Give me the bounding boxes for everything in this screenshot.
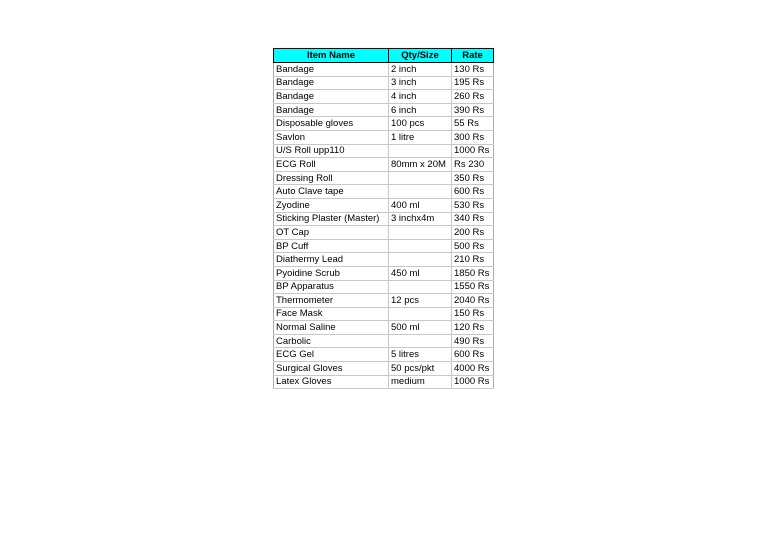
cell-qty-size: 500 ml bbox=[389, 321, 452, 335]
cell-qty-size: 3 inch bbox=[389, 76, 452, 90]
cell-item-name: Thermometer bbox=[274, 294, 389, 308]
header-row bbox=[274, 49, 494, 63]
cell-rate: 300 Rs bbox=[452, 130, 494, 144]
cell-qty-size: 2 inch bbox=[389, 63, 452, 77]
cell-item-name: Bandage bbox=[274, 90, 389, 104]
table-row bbox=[274, 158, 494, 172]
table-row bbox=[274, 117, 494, 131]
cell-rate: 500 Rs bbox=[452, 239, 494, 253]
table-row bbox=[274, 294, 494, 308]
cell-qty-size: 50 pcs/pkt bbox=[389, 362, 452, 376]
cell-item-name: Pyoidine Scrub bbox=[274, 266, 389, 280]
cell-rate: 600 Rs bbox=[452, 348, 494, 362]
cell-item-name: Latex Gloves bbox=[274, 375, 389, 389]
cell-rate: 1000 Rs bbox=[452, 144, 494, 158]
table-body bbox=[274, 63, 494, 389]
cell-qty-size: 4 inch bbox=[389, 90, 452, 104]
cell-item-name: BP Apparatus bbox=[274, 280, 389, 294]
cell-rate: 1850 Rs bbox=[452, 266, 494, 280]
cell-rate: 150 Rs bbox=[452, 307, 494, 321]
table-row bbox=[274, 362, 494, 376]
header-item-name: Item Name bbox=[274, 49, 389, 63]
cell-item-name: Bandage bbox=[274, 76, 389, 90]
cell-qty-size: 1 litre bbox=[389, 130, 452, 144]
cell-item-name: Carbolic bbox=[274, 334, 389, 348]
cell-qty-size: medium bbox=[389, 375, 452, 389]
cell-rate: 195 Rs bbox=[452, 76, 494, 90]
cell-qty-size bbox=[389, 239, 452, 253]
cell-item-name: Bandage bbox=[274, 63, 389, 77]
table-row bbox=[274, 198, 494, 212]
table-row bbox=[274, 334, 494, 348]
table-row bbox=[274, 253, 494, 267]
table-row bbox=[274, 130, 494, 144]
table-row bbox=[274, 212, 494, 226]
cell-qty-size: 12 pcs bbox=[389, 294, 452, 308]
table-row bbox=[274, 375, 494, 389]
table-row bbox=[274, 307, 494, 321]
cell-qty-size: 450 ml bbox=[389, 266, 452, 280]
cell-qty-size: 100 pcs bbox=[389, 117, 452, 131]
table-row bbox=[274, 226, 494, 240]
cell-item-name: Face Mask bbox=[274, 307, 389, 321]
cell-item-name: Diathermy Lead bbox=[274, 253, 389, 267]
price-table bbox=[273, 48, 494, 389]
header-qty-size: Qty/Size bbox=[389, 49, 452, 63]
table-row bbox=[274, 185, 494, 199]
cell-qty-size: 6 inch bbox=[389, 103, 452, 117]
cell-rate: 530 Rs bbox=[452, 198, 494, 212]
cell-qty-size: 80mm x 20M bbox=[389, 158, 452, 172]
table-row bbox=[274, 321, 494, 335]
cell-item-name: U/S Roll upp110 bbox=[274, 144, 389, 158]
cell-rate: 1550 Rs bbox=[452, 280, 494, 294]
cell-qty-size: 5 litres bbox=[389, 348, 452, 362]
cell-item-name: ECG Gel bbox=[274, 348, 389, 362]
cell-item-name: Dressing Roll bbox=[274, 171, 389, 185]
cell-rate: 210 Rs bbox=[452, 253, 494, 267]
cell-item-name: ECG Roll bbox=[274, 158, 389, 172]
cell-item-name: Normal Saline bbox=[274, 321, 389, 335]
table-row bbox=[274, 280, 494, 294]
table-row bbox=[274, 63, 494, 77]
cell-qty-size: 3 inchx4m bbox=[389, 212, 452, 226]
table-row bbox=[274, 239, 494, 253]
cell-rate: 120 Rs bbox=[452, 321, 494, 335]
cell-qty-size bbox=[389, 185, 452, 199]
cell-rate: 200 Rs bbox=[452, 226, 494, 240]
cell-qty-size bbox=[389, 144, 452, 158]
table-row bbox=[274, 171, 494, 185]
cell-rate: 55 Rs bbox=[452, 117, 494, 131]
cell-rate: 260 Rs bbox=[452, 90, 494, 104]
cell-item-name: Surgical Gloves bbox=[274, 362, 389, 376]
cell-item-name: BP Cuff bbox=[274, 239, 389, 253]
cell-rate: 4000 Rs bbox=[452, 362, 494, 376]
table-row bbox=[274, 348, 494, 362]
cell-item-name: Savlon bbox=[274, 130, 389, 144]
cell-rate: 350 Rs bbox=[452, 171, 494, 185]
cell-qty-size bbox=[389, 171, 452, 185]
table-row bbox=[274, 90, 494, 104]
cell-qty-size bbox=[389, 280, 452, 294]
cell-rate: 1000 Rs bbox=[452, 375, 494, 389]
table-row bbox=[274, 103, 494, 117]
table-row bbox=[274, 266, 494, 280]
cell-item-name: OT Cap bbox=[274, 226, 389, 240]
cell-item-name: Bandage bbox=[274, 103, 389, 117]
cell-rate: 130 Rs bbox=[452, 63, 494, 77]
cell-rate: 490 Rs bbox=[452, 334, 494, 348]
cell-qty-size bbox=[389, 253, 452, 267]
cell-qty-size bbox=[389, 226, 452, 240]
cell-rate: Rs 230 bbox=[452, 158, 494, 172]
table-row bbox=[274, 76, 494, 90]
cell-qty-size bbox=[389, 307, 452, 321]
cell-item-name: Auto Clave tape bbox=[274, 185, 389, 199]
cell-item-name: Disposable gloves bbox=[274, 117, 389, 131]
cell-rate: 2040 Rs bbox=[452, 294, 494, 308]
cell-qty-size bbox=[389, 334, 452, 348]
table-row bbox=[274, 144, 494, 158]
header-rate: Rate bbox=[452, 49, 494, 63]
cell-rate: 600 Rs bbox=[452, 185, 494, 199]
cell-item-name: Sticking Plaster (Master) bbox=[274, 212, 389, 226]
cell-qty-size: 400 ml bbox=[389, 198, 452, 212]
cell-rate: 340 Rs bbox=[452, 212, 494, 226]
cell-item-name: Zyodine bbox=[274, 198, 389, 212]
cell-rate: 390 Rs bbox=[452, 103, 494, 117]
